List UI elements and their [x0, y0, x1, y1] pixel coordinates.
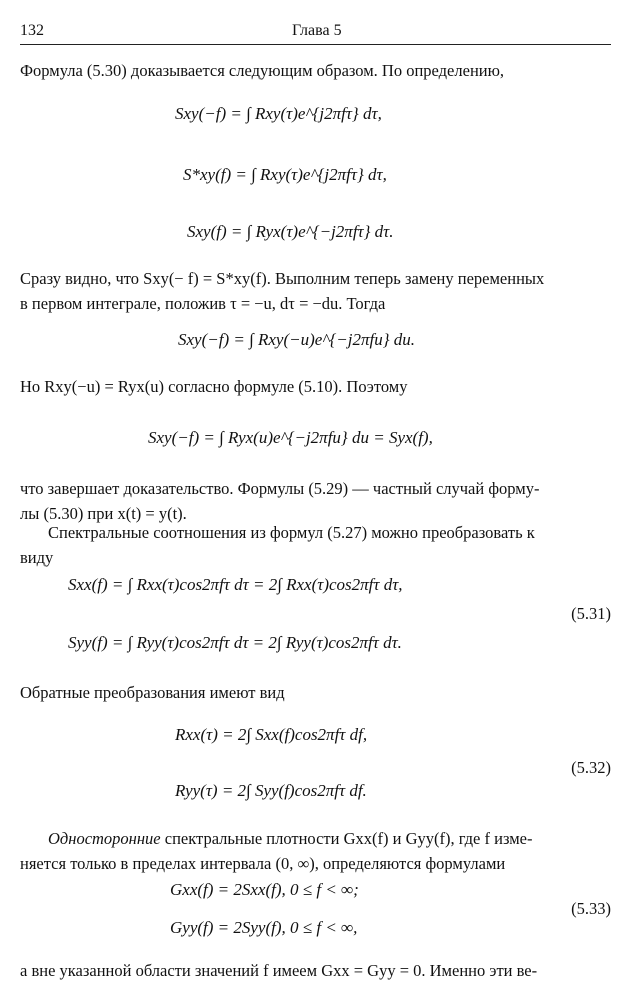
equation-text: S*xy(f) = ∫ Rxy(τ)e^{j2πfτ} dτ, [183, 165, 387, 184]
equation-substituted [178, 330, 415, 350]
text-line: Спектральные соотношения из формул (5.27) можно преобразовать к [48, 523, 535, 542]
equation-sxy-conj [183, 165, 387, 185]
text-line: Обратные преобразования имеют вид [20, 683, 285, 702]
equation-sxy-f [187, 222, 394, 242]
equation-text: Gxx(f) = 2Sxx(f), 0 ≤ f < ∞; [170, 880, 359, 899]
equation-text: Gyy(f) = 2Syy(f), 0 ≤ f < ∞, [170, 918, 358, 937]
equation-5-33-gyy [170, 918, 357, 938]
equation-text: Ryy(τ) = 2∫ Syy(f)cos2πfτ df. [175, 781, 367, 800]
equation-number-5-32: (5.32) [571, 758, 611, 777]
text-line: Сразу видно, что Sxy(− f) = S*xy(f). Выполним теперь замену переменных [20, 269, 545, 288]
equation-sxy-neg-f [175, 104, 382, 124]
text-line: няется только в пределах интервала (0, ∞), определяются формулами [20, 854, 506, 873]
equation-text: Sxy(−f) = ∫ Rxy(−u)e^{−j2πfu} du. [178, 330, 416, 349]
equation-text: Sxy(f) = ∫ Ryx(τ)e^{−j2πfτ} dτ. [187, 222, 394, 241]
equation-number-5-33: (5.33) [571, 899, 611, 918]
text-line: Формула (5.30) доказывается следующим образом. По определению, [20, 61, 505, 80]
paragraph-one-sided [20, 826, 611, 876]
page-header [20, 16, 611, 45]
emphasis-one-sided: Односторонние [48, 829, 161, 848]
paragraph-spectral [20, 520, 611, 570]
equation-5-32-ryy [175, 781, 367, 801]
text-line: а вне указанной области значений f имеем Gxx = Gyy = 0. Именно эти ве- [20, 961, 538, 980]
equation-text: Sxy(−f) = ∫ Rxy(τ)e^{j2πfτ} dτ, [175, 104, 382, 123]
equation-5-33-gxx [170, 880, 359, 900]
paragraph-therefore [20, 374, 611, 399]
equation-5-31-syy [68, 633, 402, 653]
page-number: 132 [20, 22, 44, 39]
paragraph-inverse [20, 680, 611, 705]
paragraph-outside [20, 958, 611, 983]
text-line: лы (5.30) при x(t) = y(t). [20, 504, 187, 523]
equation-5-32-rxx [175, 725, 367, 745]
equation-text: Sxx(f) = ∫ Rxx(τ)cos2πfτ dτ = 2∫ Rxx(τ)cos2πfτ dτ, [68, 575, 403, 594]
paragraph-proof-end [20, 476, 611, 526]
equation-5-31-sxx [68, 575, 403, 595]
text-line: что завершает доказательство. Формулы (5.29) — частный случай форму- [20, 479, 540, 498]
text-line: в первом интеграле, положив τ = −u, dτ = −du. Тогда [20, 294, 386, 313]
text-span: спектральные плотности Gxx(f) и Gyy(f), где f изме- [160, 829, 533, 848]
equation-text: Sxy(−f) = ∫ Ryx(u)e^{−j2πfu} du = Syx(f), [148, 428, 433, 447]
paragraph-intro [20, 58, 611, 83]
text-line: виду [20, 548, 54, 567]
chapter-title: Глава 5 [292, 22, 342, 39]
equation-text: Rxx(τ) = 2∫ Sxx(f)cos2πfτ df, [175, 725, 368, 744]
equation-number-5-31: (5.31) [571, 604, 611, 623]
paragraph-substitution [20, 266, 611, 316]
equation-result [148, 428, 433, 448]
equation-text: Syy(f) = ∫ Ryy(τ)cos2πfτ dτ = 2∫ Ryy(τ)cos2πfτ dτ. [68, 633, 402, 652]
text-line: Но Rxy(−u) = Ryx(u) согласно формуле (5.10). Поэтому [20, 377, 408, 396]
text-line [20, 826, 611, 851]
